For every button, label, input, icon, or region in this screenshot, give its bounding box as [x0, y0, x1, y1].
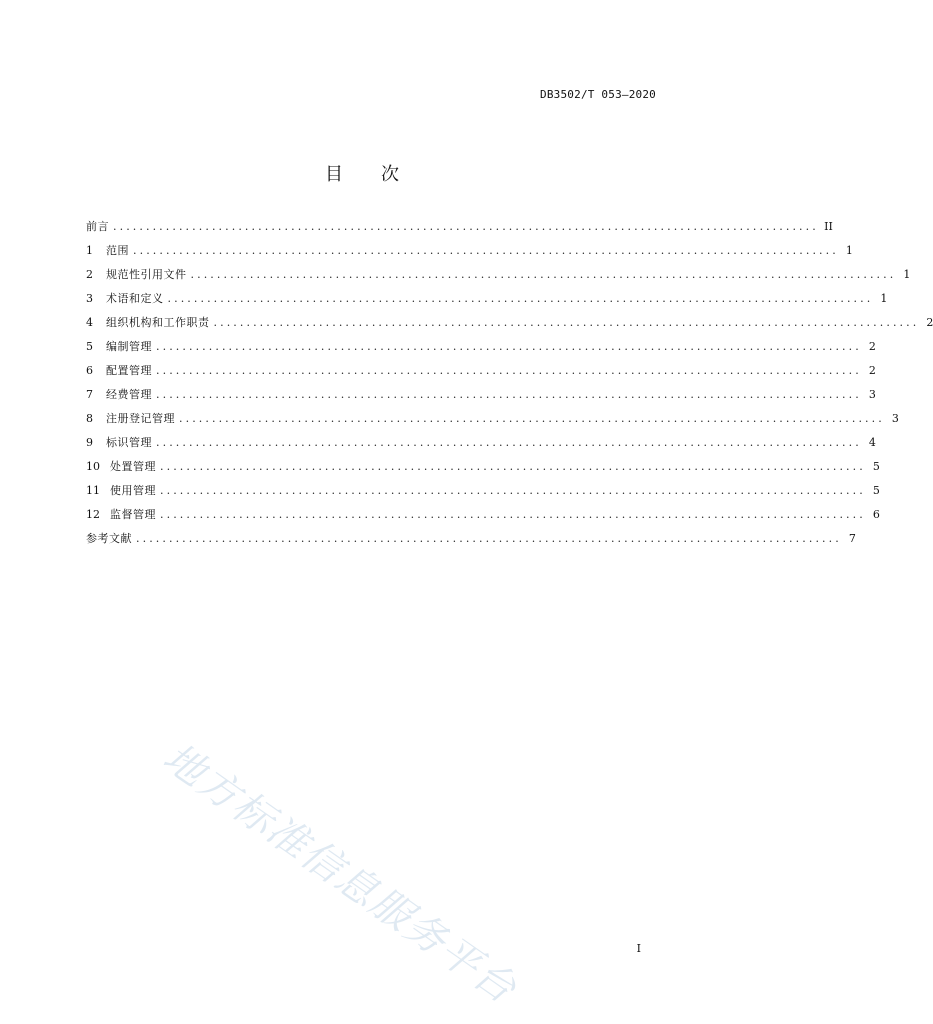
toc-entry-number: 11 [86, 484, 100, 497]
toc-entry-page: 5 [872, 484, 880, 497]
toc-entry-number: 10 [86, 460, 100, 473]
toc-title: 目次 [325, 164, 437, 185]
toc-entry[interactable] [86, 218, 833, 242]
toc-entry-label: 配置管理 [106, 364, 152, 377]
toc-entry-label: 编制管理 [106, 340, 152, 353]
toc-entry-label: 参考文献 [86, 532, 132, 545]
toc-leader-dots: ........................................................................................................... [160, 460, 866, 473]
toc-leader-dots: ........................................................................................................... [136, 532, 842, 545]
toc-entry[interactable] [86, 434, 876, 458]
toc-leader-dots: ........................................................................................................... [156, 388, 862, 401]
toc-entry-number: 4 [86, 316, 93, 329]
toc-entry-label: 处置管理 [110, 460, 156, 473]
toc-leader-dots: ........................................................................................................... [190, 268, 897, 281]
toc-entry-page: 2 [868, 340, 876, 353]
toc-entry-page: 3 [891, 412, 899, 425]
toc-entry-page: 7 [848, 532, 856, 545]
toc-entry-label: 规范性引用文件 [106, 268, 187, 281]
toc-entry-label: 组织机构和工作职责 [106, 316, 210, 329]
toc-entry[interactable] [86, 386, 876, 410]
toc-entry-page: 5 [872, 460, 880, 473]
toc-entry-number: 1 [86, 244, 93, 257]
toc-entry-page: 2 [926, 316, 933, 329]
toc-entry-label: 范围 [106, 244, 129, 257]
toc-leader-dots: ........................................................................................................... [160, 508, 866, 521]
toc-leader-dots: ........................................................................................................... [160, 484, 866, 497]
toc-entry[interactable] [86, 410, 899, 434]
toc-entry-number: 8 [86, 412, 93, 425]
toc-entry-number: 2 [86, 268, 93, 281]
toc-entry[interactable] [86, 314, 933, 338]
toc-entry-label: 术语和定义 [106, 292, 164, 305]
toc-entry-label: 标识管理 [106, 436, 152, 449]
toc-entry-page: 1 [845, 244, 853, 257]
toc-entry-label: 注册登记管理 [106, 412, 175, 425]
toc-entry-number: 12 [86, 508, 100, 521]
document-code: DB3502/T 053—2020 [540, 88, 656, 101]
toc-entry-page: II [824, 220, 833, 233]
watermark: 地方标准信息服务平台 [154, 734, 526, 1014]
toc-leader-dots: ........................................................................................................... [156, 340, 862, 353]
toc-entry-number: 9 [86, 436, 93, 449]
toc-entry[interactable] [86, 362, 876, 386]
toc-entry-page: 6 [872, 508, 880, 521]
toc-entry[interactable] [86, 530, 856, 554]
page-number: I [636, 942, 641, 955]
toc-entry[interactable] [86, 482, 880, 506]
toc-leader-dots: ........................................................................................................... [213, 316, 920, 329]
toc-entry[interactable] [86, 242, 853, 266]
toc-entry[interactable] [86, 290, 888, 314]
toc-entry[interactable] [86, 266, 911, 290]
toc-entry-number: 5 [86, 340, 93, 353]
toc-leader-dots: ........................................................................................................... [156, 436, 862, 449]
toc-leader-dots: ........................................................................................................... [167, 292, 874, 305]
table-of-contents [86, 218, 933, 554]
toc-entry[interactable] [86, 506, 880, 530]
toc-entry-label: 前言 [86, 220, 109, 233]
toc-entry-page: 2 [868, 364, 876, 377]
toc-entry-label: 使用管理 [110, 484, 156, 497]
toc-leader-dots: ........................................................................................................... [113, 220, 819, 233]
toc-entry-number: 6 [86, 364, 93, 377]
toc-leader-dots: ........................................................................................................... [179, 412, 885, 425]
toc-entry[interactable] [86, 458, 880, 482]
toc-entry-page: 1 [880, 292, 888, 305]
toc-entry-number: 3 [86, 292, 93, 305]
toc-entry-label: 监督管理 [110, 508, 156, 521]
toc-entry-page: 1 [903, 268, 911, 281]
toc-entry[interactable] [86, 338, 876, 362]
toc-entry-number: 7 [86, 388, 93, 401]
toc-entry-label: 经费管理 [106, 388, 152, 401]
toc-leader-dots: ........................................................................................................... [133, 244, 839, 257]
toc-leader-dots: ........................................................................................................... [156, 364, 862, 377]
toc-entry-page: 4 [868, 436, 876, 449]
toc-entry-page: 3 [868, 388, 876, 401]
